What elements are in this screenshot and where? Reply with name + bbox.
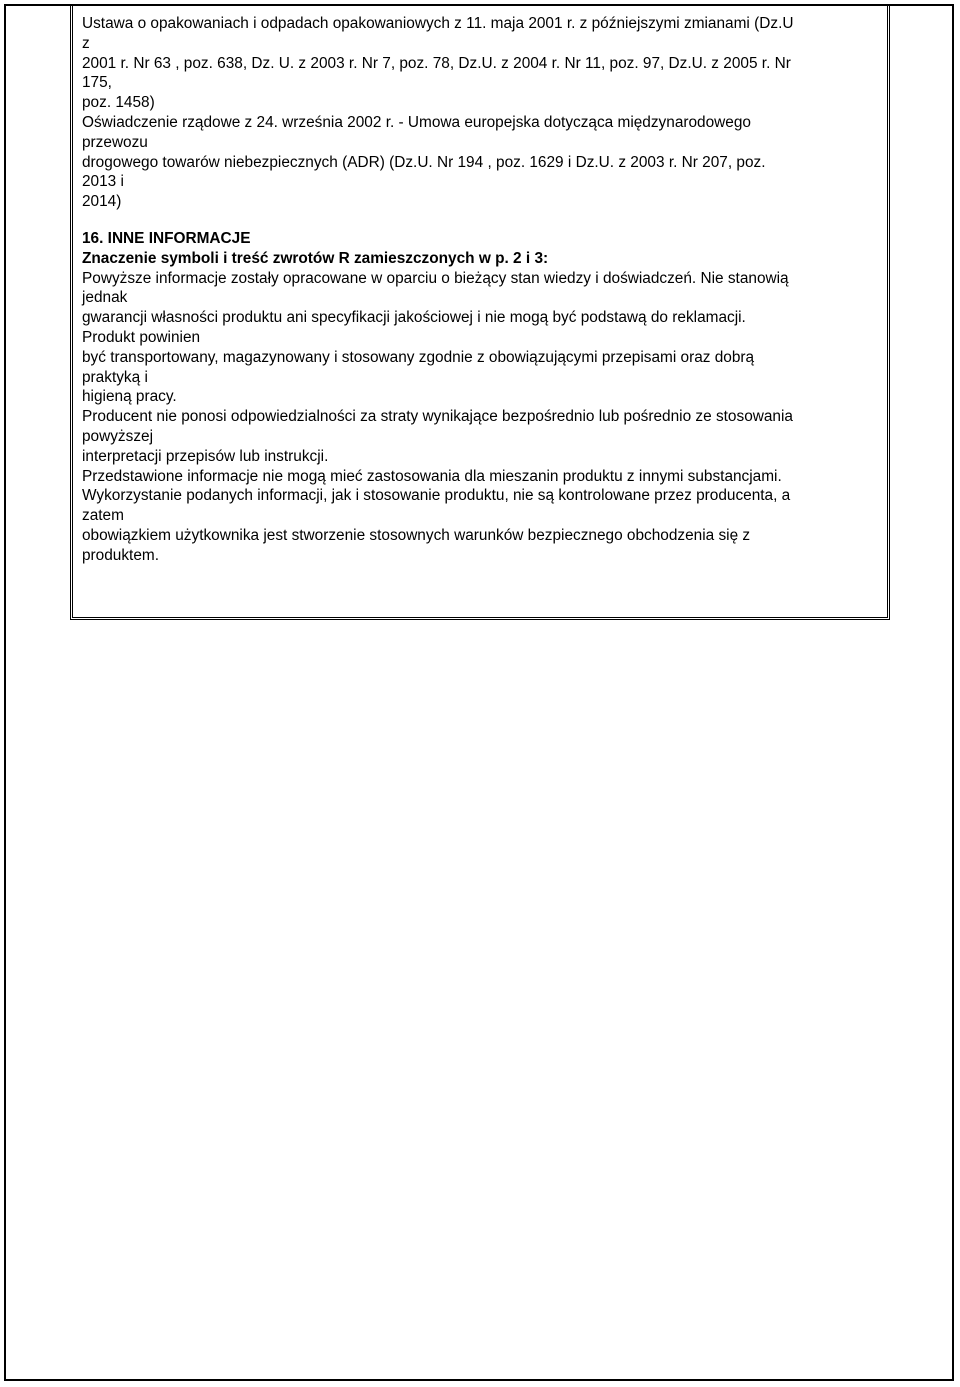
regulation-line: 2014): [82, 193, 122, 211]
info-line: praktyką i: [82, 368, 148, 386]
info-line: gwarancji własności produktu ani specyfikacji jakościowej i nie mogą być podstawą do reklamacji.: [82, 309, 746, 327]
info-line: Produkt powinien: [82, 328, 201, 346]
regulation-line: 2001 r. Nr 63 , poz. 638, Dz. U. z 2003 r. Nr 7, poz. 78, Dz.U. z 2004 r. Nr 11, poz. 97, Dz.U. z 2005 r. Nr: [82, 54, 791, 72]
info-line: Wykorzystanie podanych informacji, jak i stosowanie produktu, nie są kontrolowane przez producenta, a: [82, 487, 791, 505]
regulation-line: Oświadczenie rządowe z 24. września 2002 r. - Umowa europejska dotycząca międzynarodowego: [82, 113, 751, 131]
info-line: być transportowany, magazynowany i stosowany zgodnie z obowiązującymi przepisami oraz dobrą: [82, 348, 755, 366]
info-line: Powyższe informacje zostały opracowane w oparciu o bieżący stan wiedzy i doświadczeń. Nie stanowią: [82, 269, 789, 287]
section-16: [82, 229, 882, 566]
info-line: zatem: [82, 507, 124, 525]
regulation-line: poz. 1458): [82, 94, 155, 112]
regulation-line: przewozu: [82, 133, 148, 151]
info-line: jednak: [82, 289, 128, 307]
regulations-block: [82, 14, 882, 212]
regulation-line: drogowego towarów niebezpiecznych (ADR) (Dz.U. Nr 194 , poz. 1629 i Dz.U. z 2003 r. Nr 207, poz.: [82, 153, 766, 171]
info-line: interpretacji przepisów lub instrukcji.: [82, 447, 329, 465]
regulation-line: Ustawa o opakowaniach i odpadach opakowaniowych z 11. maja 2001 r. z późniejszymi zmianami (Dz.U: [82, 15, 794, 32]
info-line: higieną pracy.: [82, 388, 177, 406]
spacer: [82, 212, 882, 229]
regulation-line: 2013 i: [82, 173, 124, 191]
info-line: Przedstawione informacje nie mogą mieć zastosowania dla mieszanin produktu z innymi substancjami.: [82, 467, 782, 485]
info-line: produktem.: [82, 546, 159, 564]
section-heading: 16. INNE INFORMACJE: [82, 229, 251, 247]
info-line: Producent nie ponosi odpowiedzialności za straty wynikające bezpośrednio lub pośrednio ze stosowania: [82, 408, 793, 426]
document-text: [82, 14, 882, 566]
section-content-box: [70, 6, 890, 620]
regulation-line: 175,: [82, 74, 112, 92]
section-subheading: Znaczenie symboli i treść zwrotów R zamieszczonych w p. 2 i 3:: [82, 249, 549, 267]
info-line: obowiązkiem użytkownika jest stworzenie stosownych warunków bezpiecznego obchodzenia się z: [82, 526, 751, 544]
regulation-line: z: [82, 34, 90, 52]
info-line: powyższej: [82, 427, 153, 445]
